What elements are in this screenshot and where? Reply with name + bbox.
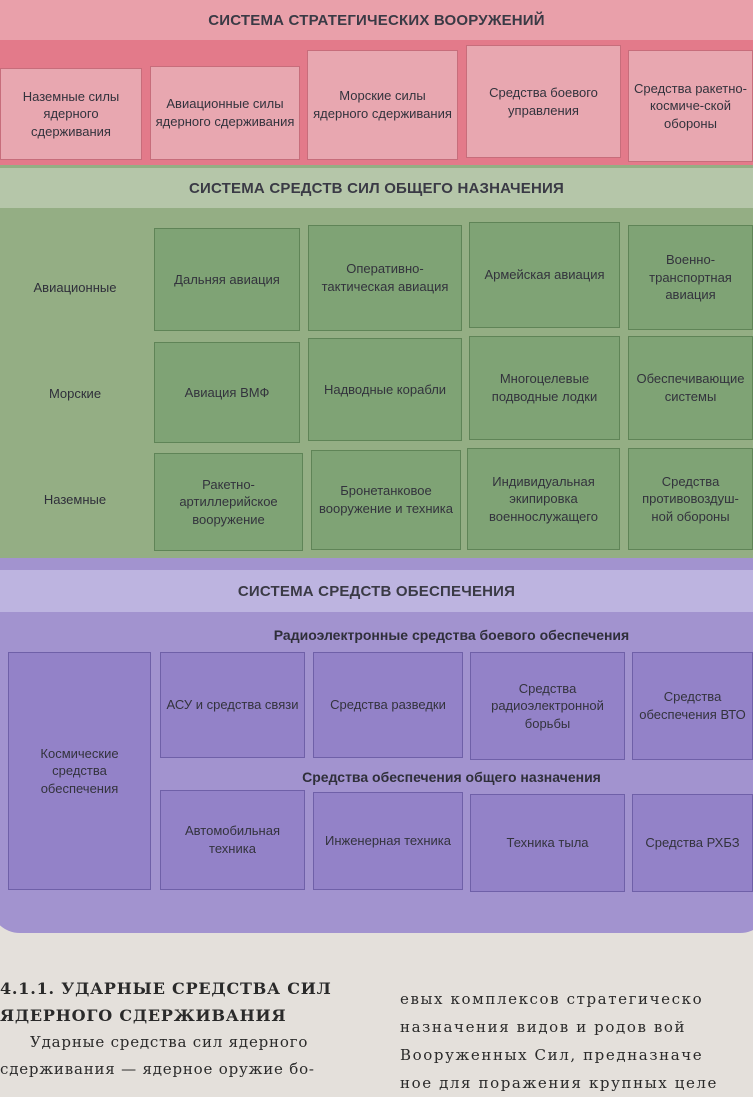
paragraph-line: назначения видов и родов вой [400,1018,687,1036]
row-label-naval: Морские [48,386,102,401]
strategic-item: Наземные силы ядерного сдерживания [0,68,142,160]
paragraph-line: сдерживания — ядерное оружие бо- [0,1060,315,1078]
general-item: Дальняя авиация [154,228,300,331]
paragraph-line: Вооруженных Сил, предназначе [400,1046,704,1064]
general-item: Средства противовоздуш-ной обороны [628,448,753,550]
electronic-item: Средства разведки [313,652,463,758]
section-heading-line: ЯДЕРНОГО СДЕРЖИВАНИЯ [0,1006,287,1025]
strategic-item: Авиационные силы ядерного сдерживания [150,66,300,160]
row-label-ground: Наземные [43,492,107,507]
strategic-item: Средства ракетно-космиче-ской обороны [628,50,753,162]
general-item: Бронетанковое вооружение и техника [311,450,461,550]
electronic-subtitle: Радиоэлектронные средства боевого обеспечения [273,627,630,643]
common-item: Средства РХБЗ [632,794,753,892]
electronic-item: Средства радиоэлектронной борьбы [470,652,625,760]
strategic-item: Средства боевого управления [466,45,621,158]
body-text [0,955,753,1092]
paragraph-line: ное для поражения крупных целе [400,1074,719,1092]
right-column [400,985,753,1097]
strategic-title: СИСТЕМА СТРАТЕГИЧЕСКИХ ВООРУЖЕНИЙ [0,0,753,40]
general-item: Многоцелевые подводные лодки [469,336,620,440]
section-heading-line: 4.1.1. УДАРНЫЕ СРЕДСТВА СИЛ [0,979,332,998]
general-purpose-title: СИСТЕМА СРЕДСТВ СИЛ ОБЩЕГО НАЗНАЧЕНИЯ [0,168,753,208]
general-item: Оперативно-тактическая авиация [308,225,462,331]
common-subtitle: Средства обеспечения общего назначения [302,769,601,785]
electronic-item: АСУ и средства связи [160,652,305,758]
row-label-aviation: Авиационные [33,280,117,295]
common-item: Техника тыла [470,794,625,892]
general-item: Индивидуальная экипировка военнослужащего [467,448,620,550]
support-title: СИСТЕМА СРЕДСТВ ОБЕСПЕЧЕНИЯ [0,570,753,612]
left-column [0,975,385,1083]
general-item: Авиация ВМФ [154,342,300,443]
common-item: Автомобильная техника [160,790,305,890]
general-item: Ракетно-артиллерийское вооружение [154,453,303,551]
paragraph-line: Ударные средства сил ядерного [30,1033,309,1051]
common-item: Инженерная техника [313,792,463,890]
general-item: Обеспечивающие системы [628,336,753,440]
electronic-item: Средства обеспечения ВТО [632,652,753,760]
general-item: Надводные корабли [308,338,462,441]
general-item: Армейская авиация [469,222,620,328]
strategic-item: Морские силы ядерного сдерживания [307,50,458,160]
general-item: Военно-транспортная авиация [628,225,753,330]
paragraph-line: евых комплексов стратегическо [400,990,704,1008]
space-support-item: Космические средства обеспечения [8,652,151,890]
